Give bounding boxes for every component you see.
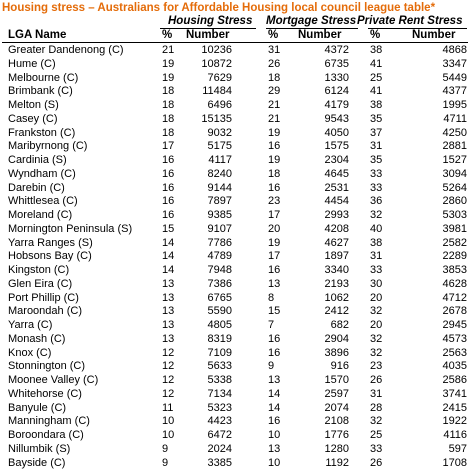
housing-stress-pct: 9 <box>162 443 168 457</box>
table-row <box>0 429 470 443</box>
rent-stress-number: 2881 <box>443 140 467 154</box>
rent-stress-number: 2415 <box>443 402 467 416</box>
housing-stress-pct: 18 <box>162 127 174 141</box>
table-row <box>0 278 470 292</box>
table-row <box>0 333 470 347</box>
rent-stress-pct: 32 <box>370 305 382 319</box>
housing-stress-pct: 14 <box>162 250 174 264</box>
housing-stress-number: 5323 <box>208 402 232 416</box>
table-row <box>0 305 470 319</box>
table-row <box>0 113 470 127</box>
mortgage-stress-number: 1575 <box>325 140 349 154</box>
table-title: Housing stress – Australians for Affordable Housing local council league table* <box>2 1 435 15</box>
mortgage-stress-pct: 31 <box>268 44 280 58</box>
housing-stress-number: 6765 <box>208 292 232 306</box>
rent-stress-pct: 33 <box>370 264 382 278</box>
rent-stress-pct: 32 <box>370 347 382 361</box>
header-rule <box>2 42 468 43</box>
lga-name: Whitehorse (C) <box>8 388 82 402</box>
housing-stress-pct: 12 <box>162 374 174 388</box>
rent-stress-pct: 31 <box>370 250 382 264</box>
housing-stress-pct: 16 <box>162 182 174 196</box>
mortgage-stress-pct: 19 <box>268 154 280 168</box>
housing-stress-pct: 19 <box>162 58 174 72</box>
lga-name: Greater Dandenong (C) <box>8 44 124 58</box>
housing-stress-number: 4423 <box>208 415 232 429</box>
housing-stress-pct: 10 <box>162 415 174 429</box>
mortgage-stress-pct: 13 <box>268 278 280 292</box>
rent-stress-pct: 41 <box>370 85 382 99</box>
table-row <box>0 209 470 223</box>
lga-name-header: LGA Name <box>8 29 66 42</box>
rent-stress-pct: 28 <box>370 402 382 416</box>
rent-stress-number: 3741 <box>443 388 467 402</box>
rent-stress-pct: 23 <box>370 360 382 374</box>
lga-name: Maribyrnong (C) <box>8 140 87 154</box>
mortgage-stress-pct: 19 <box>268 127 280 141</box>
rent-stress-number: 1922 <box>443 415 467 429</box>
table-row <box>0 237 470 251</box>
lga-name: Darebin (C) <box>8 182 65 196</box>
rent-stress-pct: 33 <box>370 182 382 196</box>
table-row <box>0 360 470 374</box>
lga-name: Frankston (C) <box>8 127 75 141</box>
housing-stress-number: 2024 <box>208 443 232 457</box>
lga-name: Casey (C) <box>8 113 58 127</box>
table-row <box>0 154 470 168</box>
lga-name: Bayside (C) <box>8 457 65 470</box>
mortgage-stress-pct: 21 <box>268 99 280 113</box>
rent-stress-number: 2289 <box>443 250 467 264</box>
mortgage-stress-number: 6735 <box>325 58 349 72</box>
rent-stress-number: 1708 <box>443 457 467 470</box>
mortgage-stress-pct: 10 <box>268 429 280 443</box>
rent-stress-number: 2582 <box>443 237 467 251</box>
mortgage-number-header: Number <box>298 29 341 42</box>
mortgage-stress-number: 2304 <box>325 154 349 168</box>
rent-stress-number: 3981 <box>443 223 467 237</box>
rent-stress-number: 2945 <box>443 319 467 333</box>
lga-name: Monash (C) <box>8 333 65 347</box>
table-row <box>0 250 470 264</box>
mortgage-stress-pct: 16 <box>268 182 280 196</box>
lga-name: Mornington Peninsula (S) <box>8 223 132 237</box>
housing-stress-number: 4805 <box>208 319 232 333</box>
mortgage-stress-number: 1062 <box>325 292 349 306</box>
housing-stress-header: Housing Stress <box>168 15 252 28</box>
table-row <box>0 223 470 237</box>
mortgage-stress-number: 4372 <box>325 44 349 58</box>
housing-stress-number: 8319 <box>208 333 232 347</box>
mortgage-stress-number: 1330 <box>325 72 349 86</box>
housing-stress-number: 4789 <box>208 250 232 264</box>
mortgage-stress-pct: 10 <box>268 457 280 470</box>
rent-stress-pct: 40 <box>370 223 382 237</box>
mortgage-stress-pct: 7 <box>268 319 274 333</box>
rent-stress-number: 4116 <box>443 429 467 443</box>
rent-stress-number: 597 <box>449 443 467 457</box>
lga-name: Yarra Ranges (S) <box>8 237 93 251</box>
table-row <box>0 415 470 429</box>
housing-stress-number: 9385 <box>208 209 232 223</box>
mortgage-stress-pct: 20 <box>268 223 280 237</box>
lga-name: Yarra (C) <box>8 319 52 333</box>
housing-stress-pct: 17 <box>162 140 174 154</box>
table-row <box>0 44 470 58</box>
rent-stress-pct: 38 <box>370 237 382 251</box>
lga-name: Melton (S) <box>8 99 59 113</box>
rent-stress-number: 3094 <box>443 168 467 182</box>
housing-stress-number: 7897 <box>208 195 232 209</box>
housing-stress-number: 9032 <box>208 127 232 141</box>
housing-stress-pct: 18 <box>162 113 174 127</box>
rent-pct-header: % <box>370 29 380 42</box>
lga-name: Maroondah (C) <box>8 305 82 319</box>
mortgage-stress-number: 916 <box>331 360 349 374</box>
mortgage-stress-number: 9543 <box>325 113 349 127</box>
rent-stress-pct: 41 <box>370 58 382 72</box>
mortgage-stress-number: 1570 <box>325 374 349 388</box>
housing-stress-number: 15135 <box>201 113 232 127</box>
rent-stress-number: 5264 <box>443 182 467 196</box>
housing-stress-number: 7629 <box>208 72 232 86</box>
mortgage-stress-pct: 21 <box>268 113 280 127</box>
lga-name: Cardinia (S) <box>8 154 67 168</box>
housing-stress-pct: 13 <box>162 333 174 347</box>
lga-name: Hume (C) <box>8 58 56 72</box>
rent-stress-pct: 25 <box>370 429 382 443</box>
lga-name: Manningham (C) <box>8 415 90 429</box>
rent-stress-pct: 38 <box>370 99 382 113</box>
housing-stress-number: 5175 <box>208 140 232 154</box>
mortgage-stress-pct: 16 <box>268 264 280 278</box>
housing-stress-pct: 14 <box>162 237 174 251</box>
lga-name: Knox (C) <box>8 347 51 361</box>
rent-stress-number: 2678 <box>443 305 467 319</box>
table-row <box>0 347 470 361</box>
lga-name: Hobsons Bay (C) <box>8 250 92 264</box>
housing-stress-pct: 18 <box>162 99 174 113</box>
mortgage-stress-number: 4627 <box>325 237 349 251</box>
rent-stress-number: 2563 <box>443 347 467 361</box>
mortgage-stress-pct: 19 <box>268 237 280 251</box>
mortgage-stress-number: 682 <box>331 319 349 333</box>
rent-stress-number: 4250 <box>443 127 467 141</box>
rent-stress-number: 5303 <box>443 209 467 223</box>
table-row <box>0 72 470 86</box>
mortgage-pct-header: % <box>268 29 278 42</box>
mortgage-stress-pct: 17 <box>268 209 280 223</box>
mortgage-stress-pct: 16 <box>268 333 280 347</box>
lga-name: Glen Eira (C) <box>8 278 72 292</box>
mortgage-stress-number: 6124 <box>325 85 349 99</box>
table-row <box>0 127 470 141</box>
table-row <box>0 182 470 196</box>
mortgage-stress-number: 2904 <box>325 333 349 347</box>
mortgage-stress-number: 2108 <box>325 415 349 429</box>
rent-stress-number: 4377 <box>443 85 467 99</box>
table-row <box>0 319 470 333</box>
table-row <box>0 402 470 416</box>
lga-name: Stonnington (C) <box>8 360 85 374</box>
mortgage-stress-number: 2193 <box>325 278 349 292</box>
housing-stress-pct: 13 <box>162 278 174 292</box>
table-row <box>0 58 470 72</box>
housing-number-header: Number <box>186 29 229 42</box>
housing-stress-pct: 12 <box>162 388 174 402</box>
rent-stress-pct: 32 <box>370 333 382 347</box>
housing-stress-number: 6496 <box>208 99 232 113</box>
rent-stress-pct: 35 <box>370 113 382 127</box>
mortgage-stress-pct: 16 <box>268 347 280 361</box>
mortgage-stress-pct: 9 <box>268 360 274 374</box>
rent-stress-pct: 25 <box>370 72 382 86</box>
rent-stress-pct: 32 <box>370 415 382 429</box>
lga-name: Whittlesea (C) <box>8 195 78 209</box>
rent-stress-pct: 31 <box>370 388 382 402</box>
lga-name: Brimbank (C) <box>8 85 73 99</box>
housing-stress-number: 7948 <box>208 264 232 278</box>
housing-stress-number: 7134 <box>208 388 232 402</box>
rent-stress-number: 4573 <box>443 333 467 347</box>
mortgage-stress-number: 2993 <box>325 209 349 223</box>
housing-stress-pct: 14 <box>162 264 174 278</box>
rent-stress-number: 1995 <box>443 99 467 113</box>
rent-stress-pct: 20 <box>370 292 382 306</box>
rent-stress-pct: 36 <box>370 195 382 209</box>
lga-name: Kingston (C) <box>8 264 69 278</box>
table-row <box>0 443 470 457</box>
mortgage-stress-pct: 15 <box>268 305 280 319</box>
rent-stress-number: 3347 <box>443 58 467 72</box>
lga-name: Banyule (C) <box>8 402 66 416</box>
housing-stress-pct: 16 <box>162 154 174 168</box>
housing-stress-number: 9107 <box>208 223 232 237</box>
mortgage-stress-number: 4179 <box>325 99 349 113</box>
table-row <box>0 140 470 154</box>
table-row <box>0 264 470 278</box>
rent-stress-number: 1527 <box>443 154 467 168</box>
mortgage-stress-pct: 14 <box>268 388 280 402</box>
housing-stress-pct: 19 <box>162 72 174 86</box>
mortgage-stress-number: 4050 <box>325 127 349 141</box>
mortgage-stress-pct: 8 <box>268 292 274 306</box>
mortgage-stress-number: 3896 <box>325 347 349 361</box>
rent-stress-number: 4628 <box>443 278 467 292</box>
table-row <box>0 388 470 402</box>
housing-stress-pct: 21 <box>162 44 174 58</box>
mortgage-stress-number: 2412 <box>325 305 349 319</box>
mortgage-stress-pct: 18 <box>268 72 280 86</box>
housing-stress-number: 7786 <box>208 237 232 251</box>
housing-stress-number: 5633 <box>208 360 232 374</box>
rent-stress-pct: 32 <box>370 209 382 223</box>
housing-stress-number: 7109 <box>208 347 232 361</box>
rent-number-header: Number <box>412 29 455 42</box>
housing-stress-number: 5590 <box>208 305 232 319</box>
housing-stress-number: 9144 <box>208 182 232 196</box>
housing-stress-pct: 16 <box>162 168 174 182</box>
mortgage-stress-number: 4454 <box>325 195 349 209</box>
housing-stress-number: 6472 <box>208 429 232 443</box>
housing-pct-header: % <box>162 29 172 42</box>
lga-name: Wyndham (C) <box>8 168 76 182</box>
rent-stress-number: 4711 <box>443 113 467 127</box>
lga-name: Moonee Valley (C) <box>8 374 98 388</box>
mortgage-stress-number: 4208 <box>325 223 349 237</box>
housing-stress-pct: 13 <box>162 292 174 306</box>
lga-name: Port Phillip (C) <box>8 292 79 306</box>
housing-stress-pct: 16 <box>162 209 174 223</box>
rent-stress-pct: 38 <box>370 44 382 58</box>
rent-stress-number: 3853 <box>443 264 467 278</box>
housing-stress-pct: 15 <box>162 223 174 237</box>
table-row <box>0 168 470 182</box>
rent-stress-pct: 26 <box>370 457 382 470</box>
mortgage-stress-pct: 18 <box>268 168 280 182</box>
rent-stress-number: 5449 <box>443 72 467 86</box>
mortgage-stress-pct: 26 <box>268 58 280 72</box>
housing-stress-pct: 9 <box>162 457 168 470</box>
housing-stress-pct: 13 <box>162 319 174 333</box>
rent-stress-pct: 33 <box>370 443 382 457</box>
rent-stress-pct: 37 <box>370 127 382 141</box>
table-row <box>0 374 470 388</box>
rent-stress-number: 4035 <box>443 360 467 374</box>
table-row <box>0 195 470 209</box>
housing-stress-pct: 10 <box>162 429 174 443</box>
mortgage-stress-pct: 13 <box>268 374 280 388</box>
table-row <box>0 85 470 99</box>
rent-stress-pct: 30 <box>370 278 382 292</box>
mortgage-stress-number: 1897 <box>325 250 349 264</box>
housing-stress-number: 4117 <box>208 154 232 168</box>
rent-stress-header: Private Rent Stress <box>357 15 462 28</box>
housing-stress-pct: 16 <box>162 195 174 209</box>
mortgage-stress-number: 2074 <box>325 402 349 416</box>
rent-stress-number: 2586 <box>443 374 467 388</box>
housing-stress-number: 7386 <box>208 278 232 292</box>
rent-stress-pct: 26 <box>370 374 382 388</box>
housing-stress-number: 5338 <box>208 374 232 388</box>
lga-name: Boroondara (C) <box>8 429 84 443</box>
rent-stress-pct: 20 <box>370 319 382 333</box>
mortgage-stress-pct: 23 <box>268 195 280 209</box>
mortgage-stress-number: 1776 <box>325 429 349 443</box>
rent-stress-pct: 35 <box>370 154 382 168</box>
housing-stress-pct: 18 <box>162 85 174 99</box>
housing-stress-number: 11484 <box>202 85 232 99</box>
housing-stress-number: 3385 <box>208 457 232 470</box>
housing-stress-pct: 12 <box>162 347 174 361</box>
lga-name: Moreland (C) <box>8 209 72 223</box>
rent-stress-number: 4868 <box>443 44 467 58</box>
housing-stress-number: 10236 <box>201 44 232 58</box>
mortgage-stress-number: 1280 <box>325 443 349 457</box>
mortgage-stress-number: 1192 <box>325 457 349 470</box>
housing-stress-pct: 12 <box>162 360 174 374</box>
mortgage-stress-number: 4645 <box>325 168 349 182</box>
mortgage-stress-number: 2531 <box>325 182 349 196</box>
mortgage-stress-pct: 16 <box>268 140 280 154</box>
table-row <box>0 99 470 113</box>
rent-stress-number: 4712 <box>443 292 467 306</box>
mortgage-stress-number: 2597 <box>325 388 349 402</box>
housing-stress-number: 10872 <box>201 58 232 72</box>
housing-stress-pct: 13 <box>162 305 174 319</box>
mortgage-stress-pct: 16 <box>268 415 280 429</box>
mortgage-stress-number: 3340 <box>325 264 349 278</box>
mortgage-stress-header: Mortgage Stress <box>266 15 356 28</box>
rent-stress-pct: 33 <box>370 168 382 182</box>
housing-stress-pct: 11 <box>162 402 173 416</box>
lga-name: Nillumbik (S) <box>8 443 70 457</box>
league-table-body <box>0 44 470 470</box>
rent-stress-pct: 31 <box>370 140 382 154</box>
mortgage-stress-pct: 29 <box>268 85 280 99</box>
rent-stress-number: 2860 <box>443 195 467 209</box>
mortgage-stress-pct: 14 <box>268 402 280 416</box>
table-row <box>0 292 470 306</box>
mortgage-stress-pct: 17 <box>268 250 280 264</box>
housing-stress-number: 8240 <box>208 168 232 182</box>
lga-name: Melbourne (C) <box>8 72 78 86</box>
mortgage-stress-pct: 13 <box>268 443 280 457</box>
